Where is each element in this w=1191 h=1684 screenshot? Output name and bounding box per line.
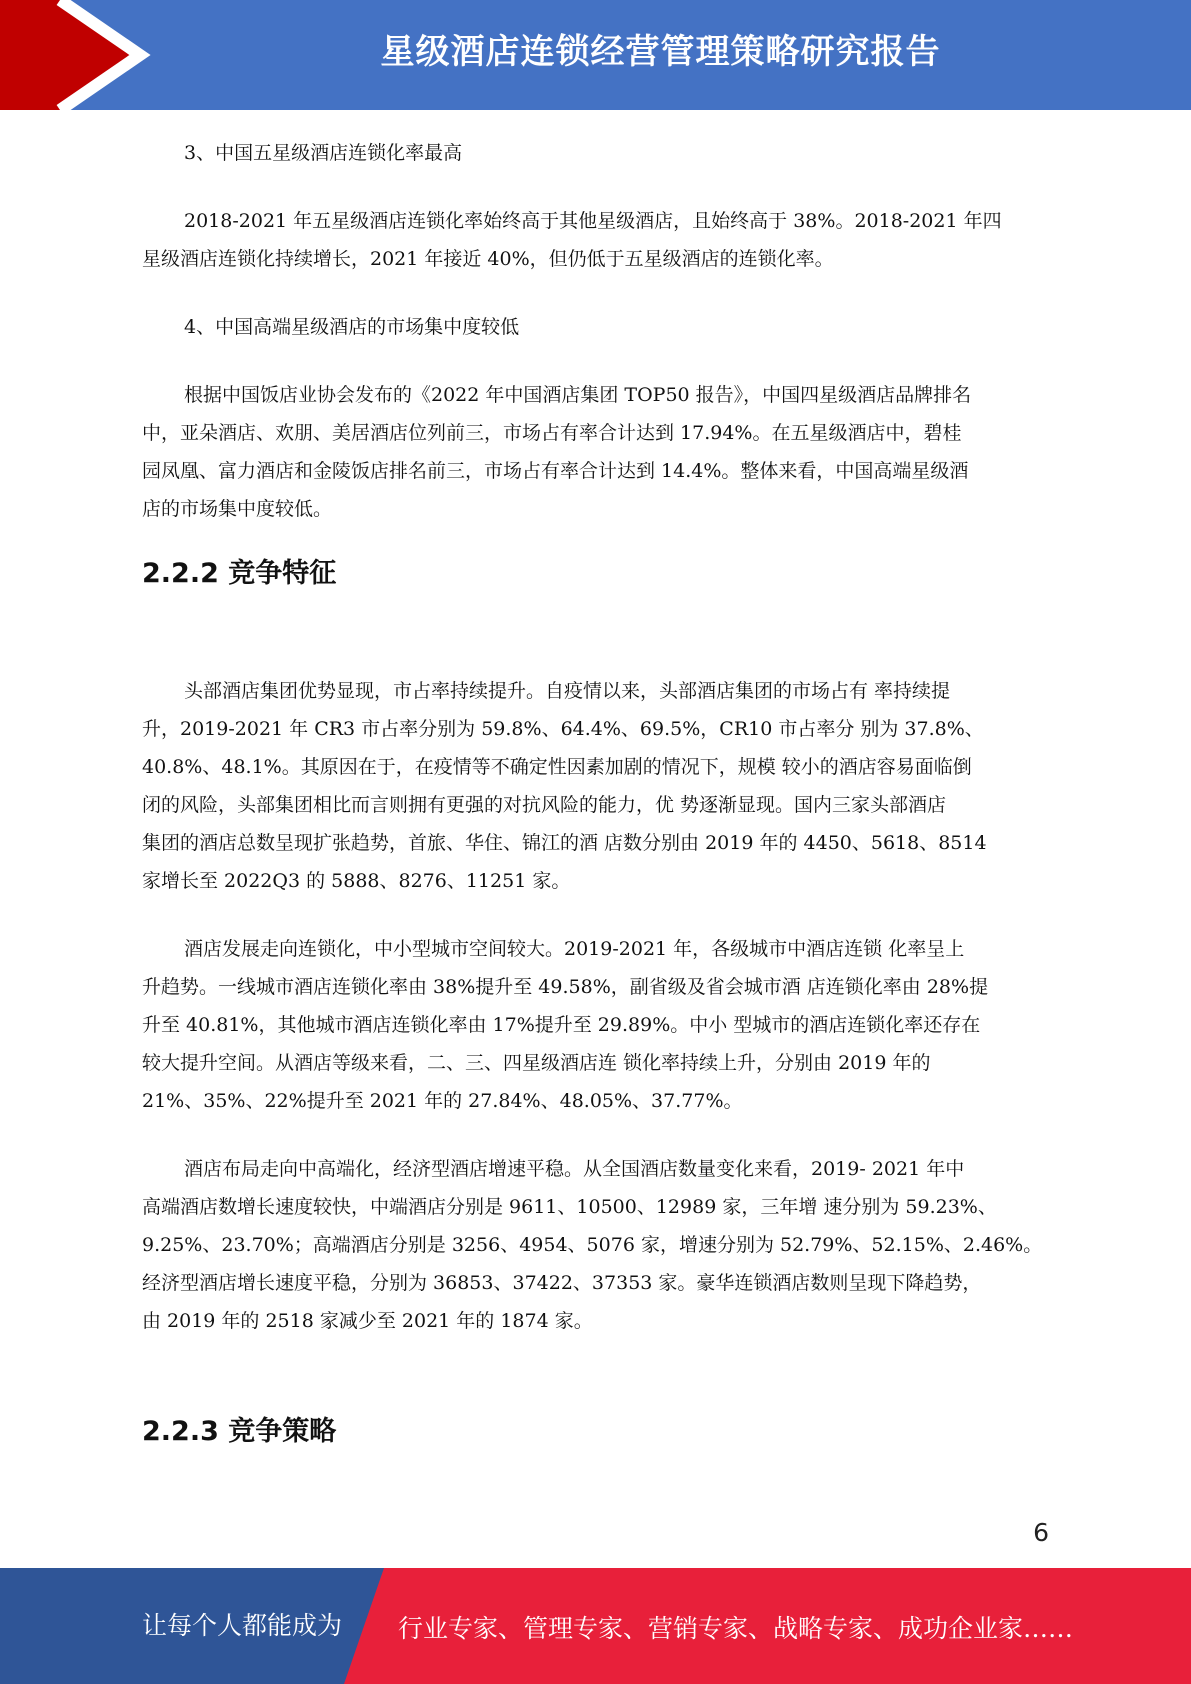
paragraph-competition-3 bbox=[142, 1150, 1047, 1340]
paragraph-line: 根据中国饭店业协会发布的《2022 年中国酒店集团 TOP50 报告》，中国四星级酒店品牌排名 bbox=[184, 384, 972, 406]
subsection-item-3 bbox=[142, 134, 1047, 278]
page-footer bbox=[0, 1568, 1191, 1684]
section-heading-2-2-2: 2.2.2 竞争特征 bbox=[142, 558, 337, 589]
paragraph-line: 集团的酒店总数呈现扩张趋势，首旅、华住、锦江的酒 店数分别由 2019 年的 4450、5618、8514 bbox=[142, 832, 987, 854]
paragraph-line: 升，2019-2021 年 CR3 市占率分别为 59.8%、64.4%、69.5%，CR10 市占率分 别为 37.8%、 bbox=[142, 718, 984, 740]
paragraph-line: 头部酒店集团优势显现，市占率持续提升。自疫情以来，头部酒店集团的市场占有 率持续提 bbox=[184, 680, 951, 702]
paragraph-line: 升至 40.81%，其他城市酒店连锁化率由 17%提升至 29.89%。中小 型城市的酒店连锁化率还存在 bbox=[142, 1014, 981, 1036]
paragraph-line: 21%、35%、22%提升至 2021 年的 27.84%、48.05%、37.77%。 bbox=[142, 1090, 743, 1112]
paragraph-line: 园凤凰、富力酒店和金陵饭店排名前三，市场占有率合计达到 14.4%。整体来看，中国高端星级酒 bbox=[142, 460, 969, 482]
paragraph-line: 中，亚朵酒店、欢朋、美居酒店位列前三，市场占有率合计达到 17.94%。在五星级酒店中，碧桂 bbox=[142, 422, 962, 444]
paragraph-line: 较大提升空间。从酒店等级来看，二、三、四星级酒店连 锁化率持续上升，分别由 2019 年的 bbox=[142, 1052, 931, 1074]
paragraph-line: 2018-2021 年五星级酒店连锁化率始终高于其他星级酒店，且始终高于 38%。2018-2021 年四 bbox=[184, 210, 1002, 232]
subsection-heading: 3、中国五星级酒店连锁化率最高 bbox=[184, 142, 463, 164]
page-body bbox=[142, 132, 1047, 1452]
paragraph-line: 9.25%、23.70%；高端酒店分别是 3256、4954、5076 家，增速分别为 52.79%、52.15%、2.46%。 bbox=[142, 1234, 1043, 1256]
paragraph-line: 由 2019 年的 2518 家减少至 2021 年的 1874 家。 bbox=[142, 1310, 593, 1332]
paragraph-line: 40.8%、48.1%。其原因在于，在疫情等不确定性因素加剧的情况下，规模 较小的酒店容易面临倒 bbox=[142, 756, 972, 778]
paragraph-line: 家增长至 2022Q3 的 5888、8276、11251 家。 bbox=[142, 870, 571, 892]
page-number: 6 bbox=[1033, 1518, 1049, 1547]
paragraph-line: 经济型酒店增长速度平稳，分别为 36853、37422、37353 家。豪华连锁酒店数则呈现下降趋势， bbox=[142, 1272, 982, 1294]
paragraph-competition-2 bbox=[142, 930, 1047, 1120]
paragraph-line: 酒店发展走向连锁化，中小型城市空间较大。2019-2021 年，各级城市中酒店连锁 化率呈上 bbox=[184, 938, 965, 960]
paragraph-line: 高端酒店数增长速度较快，中端酒店分别是 9611、10500、12989 家，三年增 速分别为 59.23%、 bbox=[142, 1196, 997, 1218]
paragraph-line: 闭的风险，头部集团相比而言则拥有更强的对抗风险的能力，优 势逐渐显现。国内三家头部酒店 bbox=[142, 794, 947, 816]
subsection-item-4 bbox=[142, 308, 1047, 528]
paragraph-line: 星级酒店连锁化持续增长，2021 年接近 40%，但仍低于五星级酒店的连锁化率。 bbox=[142, 248, 834, 270]
footer-slogan-right: 行业专家、管理专家、营销专家、战略专家、成功企业家…… bbox=[398, 1614, 1074, 1643]
paragraph-competition-1 bbox=[142, 672, 1047, 900]
page-header bbox=[0, 0, 1191, 110]
paragraph-line: 升趋势。一线城市酒店连锁化率由 38%提升至 49.58%，副省级及省会城市酒 店连锁化率由 28%提 bbox=[142, 976, 989, 998]
footer-slogan-left: 让每个人都能成为 bbox=[142, 1611, 343, 1640]
paragraph-line: 酒店布局走向中高端化，经济型酒店增速平稳。从全国酒店数量变化来看，2019- 2021 年中 bbox=[184, 1158, 965, 1180]
report-title: 星级酒店连锁经营管理策略研究报告 bbox=[380, 32, 941, 72]
paragraph-line: 店的市场集中度较低。 bbox=[142, 498, 333, 520]
section-heading-2-2-3: 2.2.3 竞争策略 bbox=[142, 1416, 337, 1447]
subsection-heading: 4、中国高端星级酒店的市场集中度较低 bbox=[184, 316, 520, 338]
